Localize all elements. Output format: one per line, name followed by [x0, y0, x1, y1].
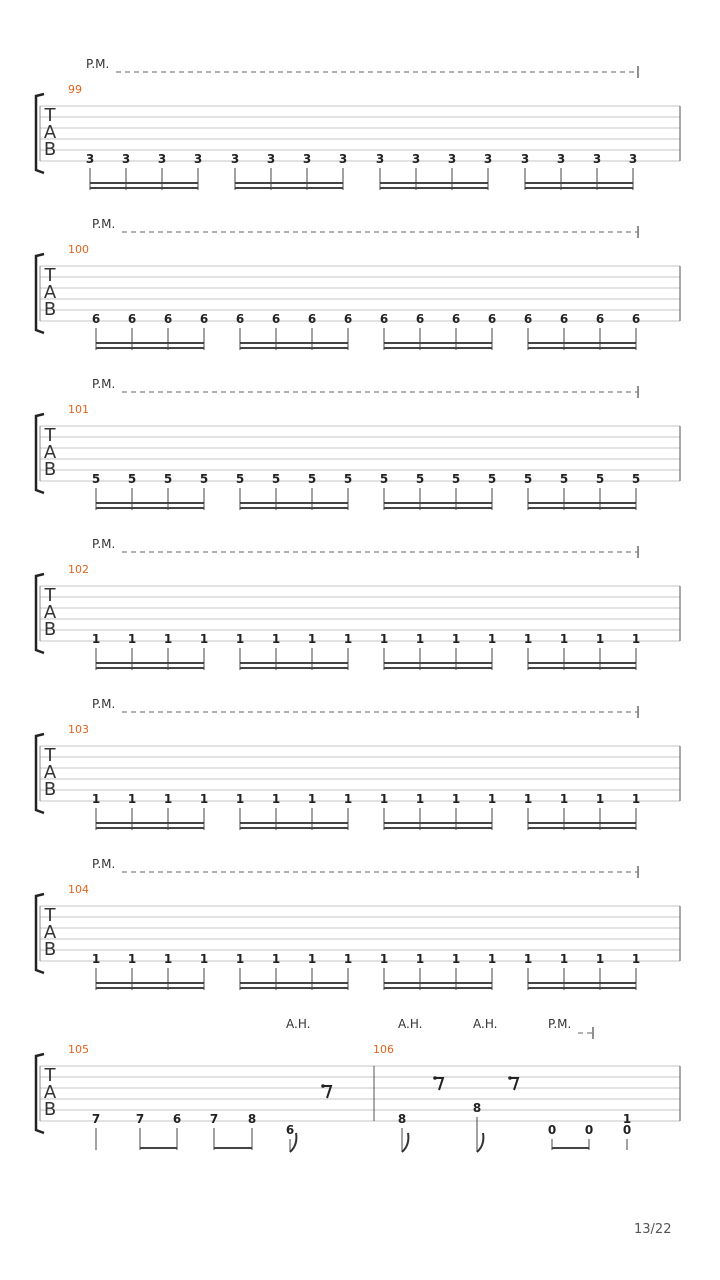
artificial-harmonic-label: A.H.	[473, 1017, 498, 1031]
fret-number: 1	[343, 632, 353, 646]
fret-number: 1	[559, 632, 569, 646]
fret-number: 6	[523, 312, 533, 326]
fret-number: 3	[411, 152, 421, 166]
fret-number: 5	[235, 472, 245, 486]
tab-clef-letter: T	[44, 585, 56, 606]
fret-number: 6	[307, 312, 317, 326]
fret-number: 6	[235, 312, 245, 326]
fret-number: 3	[266, 152, 276, 166]
fret-number: 1	[271, 952, 281, 966]
fret-number: 1	[379, 792, 389, 806]
fret-number: 1	[559, 952, 569, 966]
fret-number: 3	[628, 152, 638, 166]
fret-number: 1	[307, 792, 317, 806]
fret-number: 7	[209, 1112, 219, 1126]
fret-number: 0	[584, 1123, 594, 1137]
fret-number: 3	[157, 152, 167, 166]
page-number: 13/22	[634, 1222, 672, 1237]
fret-number: 3	[447, 152, 457, 166]
fret-number: 1	[379, 632, 389, 646]
tab-clef-letter: T	[44, 1065, 56, 1086]
bar-number: 103	[68, 723, 89, 736]
fret-number: 1	[343, 792, 353, 806]
fret-number: 1	[163, 952, 173, 966]
fret-number: 6	[271, 312, 281, 326]
fret-number: 1	[595, 792, 605, 806]
fret-number: 1	[487, 632, 497, 646]
fret-number: 3	[338, 152, 348, 166]
fret-number: 8	[247, 1112, 257, 1126]
palm-mute-label: P.M.	[92, 697, 116, 711]
fret-number: 1	[415, 792, 425, 806]
eighth-rest-dot	[321, 1084, 325, 1088]
tab-clef-letter: T	[44, 265, 56, 286]
tab-clef-letter: A	[43, 442, 57, 463]
fret-number: 6	[91, 312, 101, 326]
fret-number: 1	[163, 632, 173, 646]
palm-mute-label: P.M.	[548, 1017, 572, 1031]
bar-number: 104	[68, 883, 89, 896]
fret-number: 1	[307, 632, 317, 646]
fret-number: 5	[379, 472, 389, 486]
fret-number: 1	[91, 952, 101, 966]
tab-clef-letter: A	[43, 922, 57, 943]
fret-number: 3	[85, 152, 95, 166]
fret-number: 1	[487, 952, 497, 966]
fret-number: 8	[472, 1101, 482, 1115]
fret-number: 3	[483, 152, 493, 166]
fret-number: 6	[127, 312, 137, 326]
fret-number: 1	[451, 632, 461, 646]
fret-number: 1	[622, 1112, 632, 1126]
bar-number: 106	[373, 1043, 394, 1056]
fret-number: 6	[487, 312, 497, 326]
fret-number: 3	[121, 152, 131, 166]
tab-clef-letter: A	[43, 602, 57, 623]
fret-number: 5	[415, 472, 425, 486]
eighth-rest-dot	[433, 1076, 437, 1080]
fret-number: 1	[631, 792, 641, 806]
palm-mute-label: P.M.	[92, 217, 116, 231]
fret-number: 6	[631, 312, 641, 326]
fret-number: 3	[520, 152, 530, 166]
fret-number: 6	[172, 1112, 182, 1126]
tab-clef-letter: A	[43, 122, 57, 143]
fret-number: 5	[91, 472, 101, 486]
palm-mute-label: P.M.	[86, 57, 110, 71]
bar-number: 102	[68, 563, 89, 576]
tab-clef-letter: T	[44, 745, 56, 766]
fret-number: 3	[193, 152, 203, 166]
tab-clef-letter: B	[43, 619, 57, 640]
fret-number: 1	[415, 632, 425, 646]
eighth-flag	[402, 1133, 408, 1152]
fret-number: 1	[451, 952, 461, 966]
fret-number: 1	[631, 632, 641, 646]
fret-number: 1	[523, 952, 533, 966]
fret-number: 6	[595, 312, 605, 326]
tab-clef-letter: T	[44, 105, 56, 126]
fret-number: 3	[302, 152, 312, 166]
fret-number: 1	[127, 952, 137, 966]
artificial-harmonic-label: A.H.	[398, 1017, 423, 1031]
fret-number: 3	[556, 152, 566, 166]
fret-number: 6	[415, 312, 425, 326]
fret-number: 1	[235, 792, 245, 806]
tab-clef-letter: T	[44, 425, 56, 446]
fret-number: 1	[91, 792, 101, 806]
fret-number: 1	[91, 632, 101, 646]
tab-clef-letter: A	[43, 1082, 57, 1103]
bar-number: 99	[68, 83, 82, 96]
fret-number: 8	[397, 1112, 407, 1126]
fret-number: 1	[343, 952, 353, 966]
eighth-rest-dot	[508, 1076, 512, 1080]
tab-clef-letter: B	[43, 1099, 57, 1120]
fret-number: 3	[592, 152, 602, 166]
fret-number: 1	[595, 952, 605, 966]
fret-number: 1	[559, 792, 569, 806]
fret-number: 1	[163, 792, 173, 806]
fret-number: 0	[547, 1123, 557, 1137]
tab-clef-letter: B	[43, 139, 57, 160]
tab-clef-letter: B	[43, 299, 57, 320]
fret-number: 6	[199, 312, 209, 326]
fret-number: 5	[631, 472, 641, 486]
tab-clef-letter: B	[43, 939, 57, 960]
fret-number: 6	[379, 312, 389, 326]
fret-number: 1	[235, 952, 245, 966]
fret-number: 5	[271, 472, 281, 486]
fret-number: 1	[235, 632, 245, 646]
fret-number: 1	[199, 792, 209, 806]
tab-clef-letter: B	[43, 779, 57, 800]
fret-number: 1	[307, 952, 317, 966]
fret-number: 1	[199, 632, 209, 646]
palm-mute-label: P.M.	[92, 537, 116, 551]
fret-number: 5	[163, 472, 173, 486]
fret-number: 1	[487, 792, 497, 806]
fret-number: 5	[451, 472, 461, 486]
fret-number: 5	[595, 472, 605, 486]
fret-number: 1	[595, 632, 605, 646]
fret-number: 3	[375, 152, 385, 166]
fret-number: 6	[343, 312, 353, 326]
fret-number: 1	[523, 792, 533, 806]
fret-number: 5	[523, 472, 533, 486]
fret-number: 1	[199, 952, 209, 966]
fret-number: 6	[559, 312, 569, 326]
fret-number: 1	[127, 792, 137, 806]
fret-number: 5	[307, 472, 317, 486]
fret-number: 3	[230, 152, 240, 166]
palm-mute-label: P.M.	[92, 377, 116, 391]
fret-number: 5	[199, 472, 209, 486]
fret-number: 0	[622, 1123, 632, 1137]
fret-number: 1	[271, 632, 281, 646]
eighth-flag	[477, 1133, 483, 1152]
tab-clef-letter: T	[44, 905, 56, 926]
fret-number: 1	[127, 632, 137, 646]
fret-number: 6	[163, 312, 173, 326]
fret-number: 1	[631, 952, 641, 966]
fret-number: 1	[523, 632, 533, 646]
fret-number: 1	[451, 792, 461, 806]
bar-number: 101	[68, 403, 89, 416]
fret-number: 1	[271, 792, 281, 806]
fret-number: 1	[415, 952, 425, 966]
tab-clef-letter: B	[43, 459, 57, 480]
fret-number: 7	[135, 1112, 145, 1126]
fret-number: 1	[379, 952, 389, 966]
palm-mute-label: P.M.	[92, 857, 116, 871]
fret-number: 5	[127, 472, 137, 486]
tab-clef-letter: A	[43, 762, 57, 783]
artificial-harmonic-label: A.H.	[286, 1017, 311, 1031]
bar-number: 100	[68, 243, 89, 256]
fret-number: 5	[559, 472, 569, 486]
fret-number: 5	[343, 472, 353, 486]
bar-number: 105	[68, 1043, 89, 1056]
fret-number: 7	[91, 1112, 101, 1126]
fret-number: 6	[285, 1123, 295, 1137]
fret-number: 5	[487, 472, 497, 486]
fret-number: 6	[451, 312, 461, 326]
tab-clef-letter: A	[43, 282, 57, 303]
